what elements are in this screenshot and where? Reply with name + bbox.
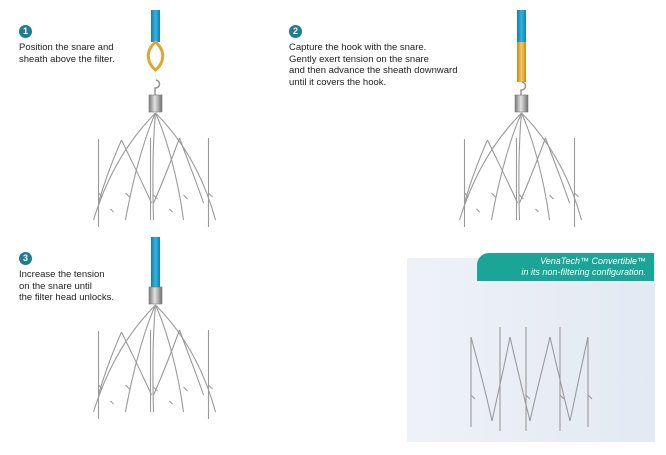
filter-3 xyxy=(94,305,216,419)
panel-4-illustration xyxy=(471,327,592,431)
step-1-badge: 1 xyxy=(19,25,32,38)
sheath-1 xyxy=(151,10,160,42)
step-2-text: Capture the hook with the snare. Gently exert tension on the snare and then advance the sheath downward until it covers the hook. xyxy=(289,42,458,88)
step-2-badge: 2 xyxy=(289,25,302,38)
filter-non-filtering xyxy=(471,327,592,431)
filter-2 xyxy=(460,113,582,227)
convertible-banner: VenaTech™ Convertible™ in its non-filtering configuration. xyxy=(477,253,654,281)
snare-loop-1 xyxy=(148,42,162,70)
step-1-text: Position the snare and sheath above the filter. xyxy=(19,42,115,65)
step-3-badge: 3 xyxy=(19,252,32,265)
sheath-snare-2 xyxy=(517,42,526,82)
sheath-2 xyxy=(517,10,526,42)
panel-1-illustration xyxy=(94,10,216,227)
sheath-3 xyxy=(151,237,160,287)
panel-2-illustration xyxy=(460,10,582,227)
filter-head-3 xyxy=(149,287,162,304)
filter-1 xyxy=(94,113,216,227)
hook-1 xyxy=(155,80,160,95)
filter-head-1 xyxy=(149,95,162,112)
step-3-text: Increase the tension on the snare until the filter head unlocks. xyxy=(19,269,115,303)
filter-head-2 xyxy=(515,95,528,112)
hook-2 xyxy=(521,82,526,95)
panel-3-illustration xyxy=(94,237,216,419)
